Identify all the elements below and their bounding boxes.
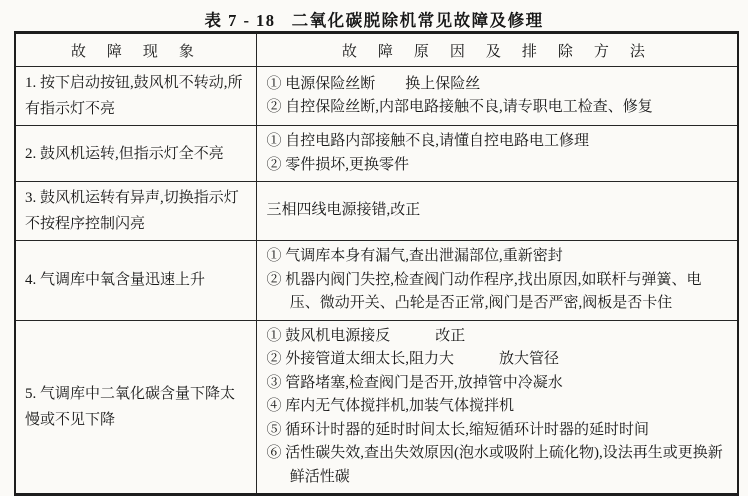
table-title-text: 二氧化碳脱除机常见故障及修理	[291, 11, 544, 30]
causes-cell	[256, 126, 738, 182]
cause-item: ② 自控保险丝断,内部电路接触不良,请专职电工检查、修复	[266, 99, 653, 115]
cause-item: ① 电源保险丝断 换上保险丝	[266, 75, 481, 92]
phenomenon-cell: 5. 气调库中二氧化碳含量下降太慢或不见下降	[15, 320, 256, 495]
phenomenon-cell: 4. 气调库中氧含量迅速上升	[15, 241, 256, 321]
table-row	[15, 241, 738, 321]
cause-item: ① 鼓风机电源接反 改正	[266, 327, 466, 344]
column-header-causes: 故 障 原 因 及 排 除 方 法	[256, 33, 738, 67]
cause-item: 三相四线电源接错,改正	[266, 202, 421, 219]
table-row	[15, 320, 738, 495]
header-row	[15, 33, 738, 67]
cause-item: ① 自控电路内部接触不良,请懂自控电路电工修理	[266, 133, 590, 149]
cause-item: ② 零件损坏,更换零件	[266, 156, 410, 173]
phenomenon-cell: 3. 鼓风机运转有异声,切换指示灯不按程序控制闪亮	[15, 182, 256, 241]
cause-item: ④ 库内无气体搅拌机,加装气体搅拌机	[266, 398, 515, 414]
cause-item: ⑥ 活性碳失效,查出失效原因(泡水或吸附上硫化物),设法再生或更换新鲜活性碳	[266, 445, 723, 485]
cause-item: ③ 管路堵塞,检查阀门是否开,放掉管中冷凝水	[266, 374, 563, 391]
table-row	[15, 126, 738, 182]
phenomenon-cell: 2. 鼓风机运转,但指示灯全不亮	[15, 126, 256, 182]
cause-item: ⑤ 循环计时器的延时时间太长,缩短循环计时器的延时时间	[266, 421, 650, 438]
causes-cell	[256, 241, 738, 321]
table-row	[15, 67, 738, 126]
table-row	[15, 182, 738, 241]
cause-item: ① 气调库本身有漏气,查出泄漏部位,重新密封	[266, 248, 563, 264]
table-title	[0, 0, 748, 31]
column-header-phenomenon: 故 障 现 象	[15, 33, 256, 67]
causes-cell	[256, 320, 738, 495]
table-number: 表 7 - 18	[204, 11, 276, 30]
causes-cell	[256, 67, 738, 126]
cause-item: ② 外接管道太细太长,阻力大 放大管径	[266, 351, 560, 367]
causes-cell	[256, 182, 738, 241]
cause-item: ② 机器内阀门失控,检查阀门动作程序,找出原因,如联杆与弹簧、电压、微动开关、凸轮是否正常,阀门是否严密,阀板是否卡住	[266, 271, 702, 311]
fault-table	[14, 31, 739, 496]
phenomenon-cell: 1. 按下启动按钮,鼓风机不转动,所有指示灯不亮	[15, 67, 256, 126]
